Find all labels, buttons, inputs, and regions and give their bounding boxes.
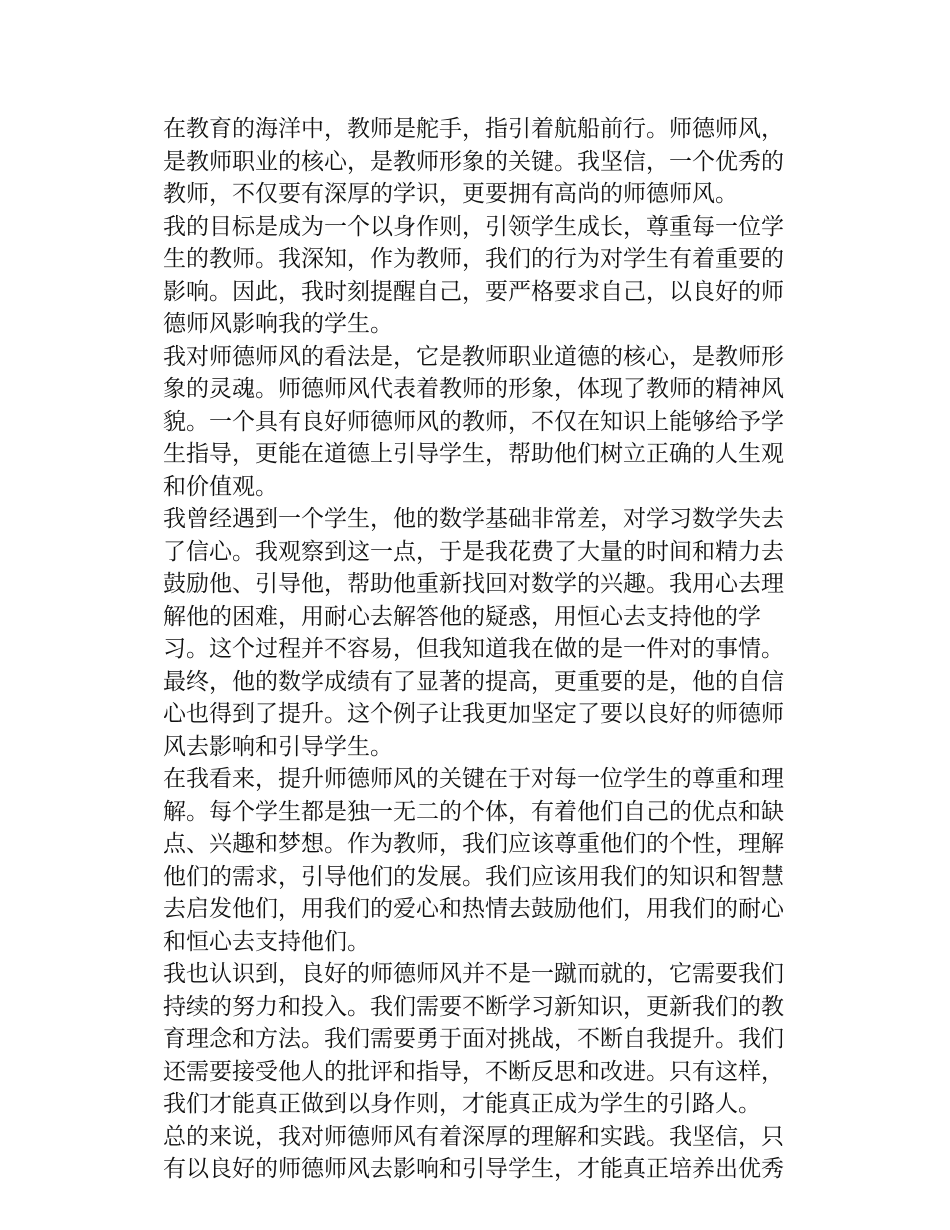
text-line: 我们才能真正做到以身作则，才能真正成为学生的引路人。	[163, 1091, 761, 1117]
text-line: 解。每个学生都是独一无二的个体，有着他们自己的优点和缺	[163, 798, 784, 825]
text-line: 是教师职业的核心，是教师形象的关键。我坚信，一个优秀的	[163, 148, 784, 175]
text-line: 影响。因此，我时刻提醒自己，要严格要求自己，以良好的师	[163, 278, 784, 305]
text-line: 习。这个过程并不容易，但我知道我在做的是一件对的事情。	[163, 636, 784, 662]
text-line: 了信心。我观察到这一点，于是我花费了大量的时间和精力去	[163, 538, 784, 565]
text-line: 貌。一个具有良好师德师风的教师，不仅在知识上能够给予学	[163, 408, 784, 435]
document-body	[163, 113, 784, 1186]
text-line: 德师风影响我的学生。	[163, 311, 393, 337]
text-line: 生指导，更能在道德上引导学生，帮助他们树立正确的人生观	[163, 441, 784, 467]
text-line: 去启发他们，用我们的爱心和热情去鼓励他们，用我们的耐心	[163, 896, 784, 922]
text-line: 心也得到了提升。这个例子让我更加坚定了要以良好的师德师	[163, 701, 784, 727]
text-line: 我的目标是成为一个以身作则，引领学生成长，尊重每一位学	[163, 213, 784, 240]
text-line: 点、兴趣和梦想。作为教师，我们应该尊重他们的个性，理解	[163, 831, 784, 857]
text-line: 持续的努力和投入。我们需要不断学习新知识，更新我们的教	[163, 993, 784, 1020]
text-line: 我曾经遇到一个学生，他的数学基础非常差，对学习数学失去	[163, 506, 784, 532]
text-line: 还需要接受他人的批评和指导，不断反思和改进。只有这样，	[163, 1058, 784, 1085]
text-line: 最终，他的数学成绩有了显著的提高，更重要的是，他的自信	[163, 668, 784, 695]
text-line: 育理念和方法。我们需要勇于面对挑战，不断自我提升。我们	[163, 1026, 784, 1052]
text-line: 和价值观。	[163, 473, 278, 500]
text-line: 总的来说，我对师德师风有着深厚的理解和实践。我坚信，只	[163, 1123, 784, 1150]
text-line: 教师，不仅要有深厚的学识，更要拥有高尚的师德师风。	[163, 181, 738, 207]
text-line: 生的教师。我深知，作为教师，我们的行为对学生有着重要的	[163, 246, 784, 272]
text-line: 他们的需求，引导他们的发展。我们应该用我们的知识和智慧	[163, 863, 784, 890]
text-line: 风去影响和引导学生。	[163, 733, 393, 760]
text-line: 象的灵魂。师德师风代表着教师的形象，体现了教师的精神风	[163, 376, 784, 402]
text-line: 我也认识到，良好的师德师风并不是一蹴而就的，它需要我们	[163, 961, 784, 987]
text-line: 我对师德师风的看法是，它是教师职业道德的核心，是教师形	[163, 343, 784, 370]
text-line: 解他的困难，用耐心去解答他的疑惑，用恒心去支持他的学	[163, 603, 761, 630]
text-line: 鼓励他、引导他，帮助他重新找回对数学的兴趣。我用心去理	[163, 571, 784, 597]
text-line: 在教育的海洋中，教师是舵手，指引着航船前行。师德师风，	[163, 116, 784, 142]
text-line: 和恒心去支持他们。	[163, 928, 370, 955]
text-line: 有以良好的师德师风去影响和引导学生，才能真正培养出优秀	[163, 1156, 784, 1182]
text-line: 在我看来，提升师德师风的关键在于对每一位学生的尊重和理	[163, 766, 784, 792]
